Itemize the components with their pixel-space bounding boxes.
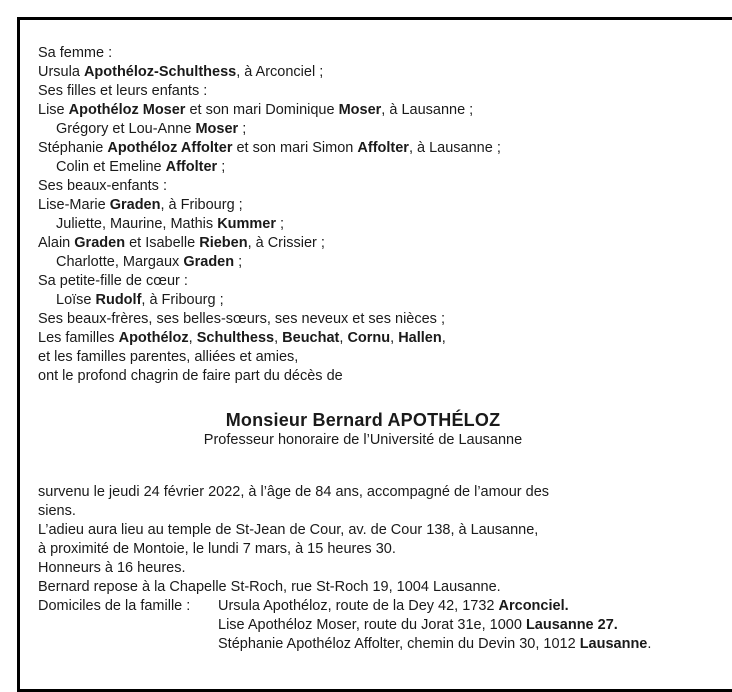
text-line: ont le profond chagrin de faire part du décès de bbox=[38, 368, 343, 384]
text-line: Ses beaux-frères, ses belles-sœurs, ses neveux et ses nièces ; bbox=[38, 311, 445, 327]
text-line: Stéphanie Apothéloz Affolter, chemin du Devin 30, 1012 Lausanne. bbox=[218, 636, 652, 652]
text-line: Les familles Apothéloz, Schulthess, Beuchat, Cornu, Hallen, bbox=[38, 330, 446, 346]
text-line: siens. bbox=[38, 503, 76, 519]
text-line: Sa petite-fille de cœur : bbox=[38, 273, 188, 289]
text-line: et les familles parentes, alliées et amies, bbox=[38, 349, 299, 365]
text-line: Juliette, Maurine, Mathis Kummer ; bbox=[56, 216, 285, 232]
text-line: Grégory et Lou-Anne Moser ; bbox=[56, 121, 247, 137]
text-line: Colin et Emeline Affolter ; bbox=[56, 159, 226, 175]
family-section bbox=[38, 44, 728, 386]
text-line: Charlotte, Margaux Graden ; bbox=[56, 254, 243, 270]
text-line: Ursula Apothéloz, route de la Dey 42, 1732 Arconciel. bbox=[218, 598, 569, 614]
text-line: Stéphanie Apothéloz Affolter et son mari Simon Affolter, à Lausanne ; bbox=[38, 140, 501, 156]
domiciles-label: Domiciles de la famille : bbox=[38, 598, 191, 614]
domicile-entries bbox=[218, 597, 728, 654]
death-notice-frame bbox=[17, 17, 732, 692]
text-line: Ses beaux-enfants : bbox=[38, 178, 167, 194]
text-line: L’adieu aura lieu au temple de St-Jean de Cour, av. de Cour 138, à Lausanne, bbox=[38, 522, 539, 538]
text-line: Lise Apothéloz Moser et son mari Dominique Moser, à Lausanne ; bbox=[38, 102, 474, 118]
text-line: Lise-Marie Graden, à Fribourg ; bbox=[38, 197, 243, 213]
text-line: Lise Apothéloz Moser, route du Jorat 31e, 1000 Lausanne 27. bbox=[218, 617, 618, 633]
deceased-name: Monsieur Bernard APOTHÉLOZ bbox=[225, 410, 501, 430]
text-line: Ses filles et leurs enfants : bbox=[38, 83, 208, 99]
text-line: Bernard repose à la Chapelle St-Roch, rue St-Roch 19, 1004 Lausanne. bbox=[38, 579, 501, 595]
deceased-honorary-title: Professeur honoraire de l’Université de Lausanne bbox=[203, 432, 523, 448]
text-line: Alain Graden et Isabelle Rieben, à Crissier ; bbox=[38, 235, 325, 251]
domiciles-row bbox=[38, 597, 728, 654]
text-line: Sa femme : bbox=[38, 45, 113, 61]
ceremony-details-section bbox=[38, 483, 728, 654]
text-line: survenu le jeudi 24 février 2022, à l’âge de 84 ans, accompagné de l’amour des bbox=[38, 484, 550, 500]
text-line: Ursula Apothéloz-Schulthess, à Arconciel ; bbox=[38, 64, 324, 80]
text-line: Honneurs à 16 heures. bbox=[38, 560, 186, 576]
text-line: à proximité de Montoie, le lundi 7 mars, à 15 heures 30. bbox=[38, 541, 396, 557]
deceased-block bbox=[38, 410, 688, 450]
ceremony-details-lines bbox=[38, 483, 728, 597]
text-line: Loïse Rudolf, à Fribourg ; bbox=[56, 292, 224, 308]
